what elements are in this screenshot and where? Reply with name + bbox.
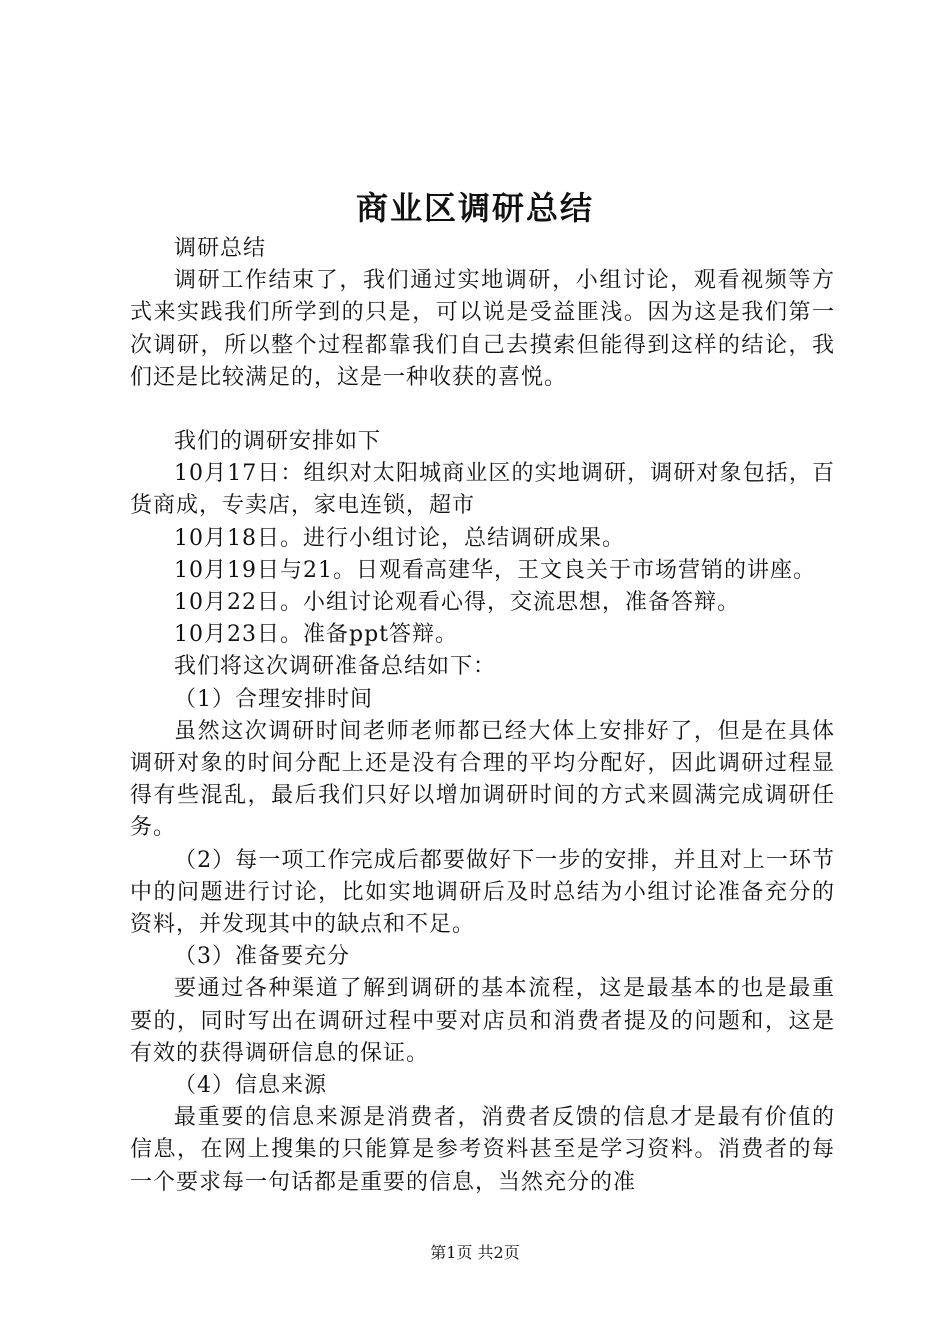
page-footer: 第1页 共2页 <box>430 1243 520 1262</box>
paragraph-schedule-heading: 我们的调研安排如下 <box>174 429 382 455</box>
paragraph-section-heading: （3）准备要充分 <box>174 944 350 970</box>
paragraph-section-heading: （4）信息来源 <box>174 1073 327 1099</box>
paragraph-section-body: （2）每一项工作完成后都要做好下一步的安排，并且对上一环节中的问题进行讨论，比如实地调研后及时总结为小组讨论准备充分的资料，并发现其中的缺点和不足。 <box>130 847 835 938</box>
paragraph-section-body: 虽然这次调研时间老师老师都已经大体上安排好了，但是在具体调研对象的时间分配上还是没有合理的平均分配好，因此调研过程显得有些混乱，最后我们只好以增加调研时间的方式来圆满完成调研任务。 <box>130 718 835 841</box>
document-title: 商业区调研总结 <box>355 189 594 227</box>
paragraph-intro: 调研工作结束了，我们通过实地调研，小组讨论，观看视频等方式来实践我们所学到的只是，可以说是受益匪浅。因为这是我们第一次调研，所以整个过程都靠我们自己去摸索但能得到这样的结论，我们还是比较满足的，这是一种收获的喜悦。 <box>130 268 835 390</box>
paragraph-schedule-item: 10月18日。进行小组讨论，总结调研成果。 <box>174 525 625 551</box>
paragraph-heading: 调研总结 <box>174 236 267 261</box>
paragraph-section-body: 最重要的信息来源是消费者，消费者反馈的信息才是最有价值的信息，在网上搜集的只能算是参考资料甚至是学习资料。消费者的每一个要求每一句话都是重要的信息，当然充分的准 <box>130 1105 835 1195</box>
paragraph-schedule-item: 10月23日。准备ppt答辩。 <box>174 622 458 648</box>
paragraph-schedule-item: 10月22日。小组讨论观看心得，交流思想，准备答辩。 <box>174 590 740 616</box>
paragraph-schedule-item: 10月19日与21。日观看高建华，王文良关于市场营销的讲座。 <box>174 557 816 583</box>
paragraph-section-heading: （1）合理安排时间 <box>174 686 373 712</box>
document-body <box>130 233 835 1199</box>
paragraph-schedule-item: 10月17日：组织对太阳城商业区的实地调研，调研对象包括，百货商成，专卖店，家电连锁，超市 <box>130 461 835 519</box>
paragraph-section-body: 要通过各种渠道了解到调研的基本流程，这是最基本的也是最重要的，同时写出在调研过程中要对店员和消费者提及的问题和，这是有效的获得调研信息的保证。 <box>130 976 835 1066</box>
paragraph-summary-heading: 我们将这次调研准备总结如下： <box>174 654 497 680</box>
